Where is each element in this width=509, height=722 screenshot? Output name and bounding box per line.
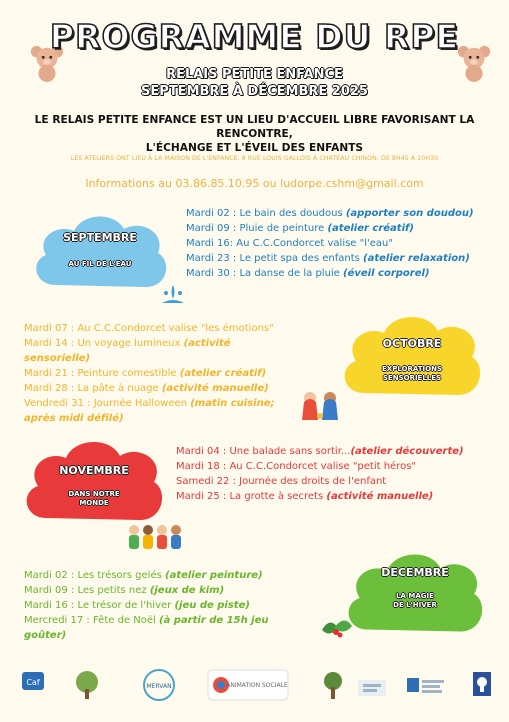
cloud-shape [336,307,488,407]
cloud-novembre [18,432,170,532]
month-label-octobre: OCTOBRE [382,337,442,350]
theme-line: EXPLORATIONS [382,365,442,373]
event-row [24,598,269,613]
event-note: (activité manuelle) [326,491,434,502]
event-text: Mardi 02 : Le bain des doudous [186,208,346,219]
event-text: Mardi 30 : La danse de la pluie [186,268,344,279]
subtitle-period: SEPTEMBRE À DÉCEMBRE 2025 [141,84,368,99]
event-text: Samedi 22 : Journée des droits de l'enfant [176,476,387,487]
event-row [186,251,474,266]
event-note: (activité manuelle) [161,383,269,394]
event-text: Mardi 18 : Au C.C.Condorcet valise "petit héros" [176,461,417,472]
event-note: (matin cuisine; [190,398,275,409]
event-note: (jeu de piste) [174,600,250,611]
event-note: goûter) [24,630,67,641]
event-row [186,266,474,281]
events-decembre [24,568,269,643]
caf-logo [18,668,48,702]
event-text: Mardi 25 : La grotte à secrets [176,491,327,502]
intro-line: LE RELAIS PETITE ENFANCE EST UN LIEU D'ACCUEIL LIBRE FAVORISANT LA RENCONTRE, [34,114,475,140]
event-text: Mardi 14 : Un voyage lumineux [24,338,184,349]
theme-line: DE L'HIVER [393,601,437,609]
month-theme-novembre [18,490,170,508]
event-row [24,568,269,583]
event-row [24,321,275,336]
animation-logo-text: ANIMATION SOCIALE [226,682,288,689]
event-note: sensorielle) [24,353,91,364]
cloud-septembre [26,205,174,301]
event-note: (atelier peinture) [165,570,263,581]
event-note: (atelier créatif) [327,223,414,234]
cloud-decembre [340,544,490,644]
event-text: Mardi 28 : La pâte à nuage [24,383,162,394]
caf-logo-text: Caf [26,678,40,687]
cloud-octobre [336,307,488,407]
event-note: (apporter son doudou) [345,208,474,219]
events-octobre [24,321,275,426]
event-row [24,351,275,366]
holly-icon [318,610,354,644]
morvan-logo [138,668,180,702]
event-row [24,366,275,381]
event-text: Mardi 16 : Le trésor de l'hiver [24,600,175,611]
intercommunalite-logo [70,668,104,702]
event-row [186,206,474,221]
event-text: Mardi 16: Au C.C.Condorcet valise "l'eau" [186,238,393,249]
event-row [24,411,275,426]
maison-logo [354,668,390,702]
children-group-icon [126,522,182,552]
event-text: Mardi 09 : Les petits nez [24,585,150,596]
event-row [24,628,269,643]
event-note: (jeux de kim) [149,585,225,596]
month-theme-septembre: AU FIL DE L'EAU [68,260,132,268]
animation-logo [206,668,290,702]
label-logo [404,668,448,702]
event-row [24,336,275,351]
event-note: (éveil corporel) [343,268,430,279]
month-theme-octobre [336,365,488,383]
event-text: Vendredi 31 : Journée Halloween [24,398,191,409]
theme-line: LA MAGIE [396,592,434,600]
event-row [24,396,275,411]
event-row [176,489,464,504]
month-theme-decembre [340,592,490,610]
event-row [24,613,269,628]
theme-line: DANS NOTRE [68,490,120,498]
month-label-novembre: NOVEMBRE [59,464,129,477]
event-row [186,236,474,251]
morvan-logo-text: MERVAN [146,683,172,690]
event-row [186,221,474,236]
cloud-shape [26,205,174,301]
event-row [176,444,464,459]
prefecture-logo [470,668,494,702]
event-note: (atelier découverte) [350,446,464,457]
event-text: Mardi 21 : Peinture comestible [24,368,180,379]
subtitle-rpe: RELAIS PETITE ENFANCE [166,67,343,82]
cloud-shape [18,432,170,532]
event-note: (activité [183,338,231,349]
month-label-septembre: SEPTEMBRE [63,231,137,244]
location-notice: LES ATELIERS ONT LIEU À LA MAISON DE L'ENFANCE, 8 RUE LOUIS GALLOIS À CHATEAU CHINON, DE 8H45 À 10H30 [70,155,439,162]
tree-logo [318,668,348,702]
events-novembre [176,444,464,504]
event-text: Mardi 09 : Pluie de peinture [186,223,328,234]
partner-logos [0,664,509,708]
water-splash-icon [160,283,186,305]
intro-text [30,113,479,155]
event-text: Mardi 02 : Les trésors gelés [24,570,165,581]
event-note: (à partir de 15h jeu [158,615,269,626]
event-text: Mardi 23 : Le petit spa des enfants [186,253,364,264]
event-row [176,459,464,474]
event-row [176,474,464,489]
event-text: Mardi 04 : Une balade sans sortir... [176,446,351,457]
event-text: Mardi 07 : Au C.C.Condorcet valise "les émotions" [24,323,274,334]
intro-line: L'ÉCHANGE ET L'ÉVEIL DES ENFANTS [145,142,364,154]
contact-info: Informations au 03.86.85.10.95 ou ludorpe.cshm@gmail.com [85,177,424,190]
month-label-decembre: DECEMBRE [381,566,449,579]
event-text: Mercredi 17 : Fête de Noël [24,615,159,626]
event-row [24,583,269,598]
theme-line: MONDE [79,499,109,507]
event-note: (atelier relaxation) [363,253,470,264]
events-septembre [186,206,474,281]
event-note: (atelier créatif) [179,368,267,379]
page-title: PROGRAMME DU RPE [49,17,460,56]
children-playing-icon [296,388,346,424]
event-row [24,381,275,396]
theme-line: SENSORIELLES [382,374,442,382]
event-note: après midi défilé) [24,413,124,424]
